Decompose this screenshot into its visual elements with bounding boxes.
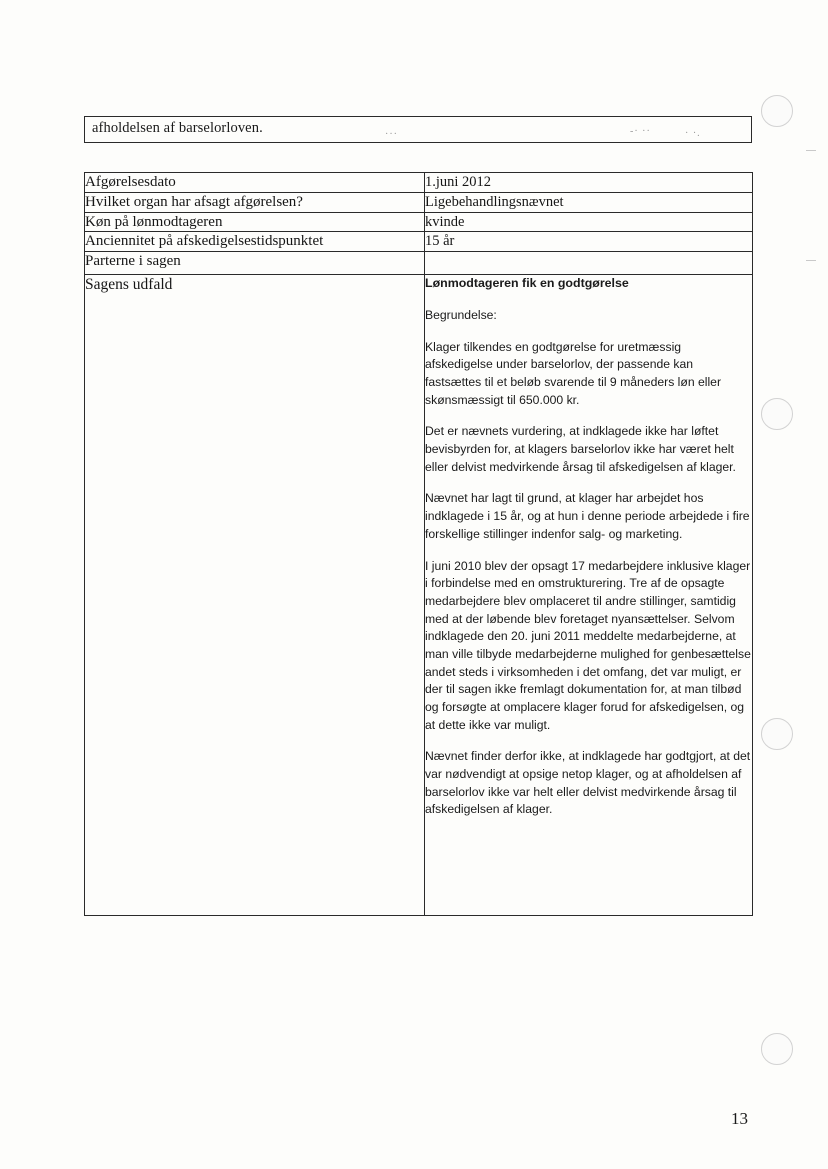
scan-artifact: -· ·· bbox=[630, 126, 651, 137]
row-value-parties bbox=[425, 252, 753, 275]
row-value-deciding-body: Ligebehandlingsnævnet bbox=[425, 192, 753, 212]
punch-hole-icon bbox=[761, 95, 793, 127]
continuation-box bbox=[84, 116, 752, 143]
punch-hole-icon bbox=[761, 398, 793, 430]
row-value-seniority: 15 år bbox=[425, 232, 753, 252]
outcome-paragraph: Nævnet har lagt til grund, at klager har arbejdet hos indklagede i 15 år, og at hun i denne periode arbejdede i fire forskellige stillinger indenfor salg- og marketing. bbox=[425, 491, 750, 541]
row-label-decision-date: Afgørelsesdato bbox=[85, 173, 425, 193]
scan-artifact: ··· bbox=[385, 129, 398, 140]
continuation-text: afholdelsen af barselorloven. bbox=[92, 120, 263, 136]
outcome-paragraph: Klager tilkendes en godtgørelse for uretmæssig afskedigelse under barselorlov, der passende kan fastsættes til et beløb svarende til 9 måneders løn eller skønsmæssigt til 650.000 kr. bbox=[425, 339, 722, 407]
outcome-subheading: Begrundelse: bbox=[425, 307, 497, 322]
outcome-paragraph: Nævnet finder derfor ikke, at indklagede har godtgjort, at det var nødvendigt at opsige netop klager, og at afholdelsen af barselorlov ikke var helt eller delvist medvirkende årsag til afskedigelsen af klager. bbox=[425, 749, 751, 817]
punch-hole-icon bbox=[761, 718, 793, 750]
row-label-parties: Parterne i sagen bbox=[85, 252, 425, 275]
row-value-outcome bbox=[425, 275, 753, 916]
table-row-outcome bbox=[85, 275, 753, 916]
scan-artifact: · ·. bbox=[685, 128, 701, 139]
table-row bbox=[85, 212, 753, 232]
outcome-heading: Lønmodtageren fik en godtgørelse bbox=[425, 276, 629, 290]
outcome-paragraph: Det er nævnets vurdering, at indklagede ikke har løftet bevisbyrden for, at klagers barselorlov ikke har været helt eller delvist medvirkende årsag til afskedigelsen af klager. bbox=[425, 424, 736, 474]
row-label-gender: Køn på lønmodtageren bbox=[85, 212, 425, 232]
table-row bbox=[85, 173, 753, 193]
margin-tick-mark bbox=[806, 150, 816, 151]
margin-tick-mark bbox=[806, 260, 816, 261]
row-label-deciding-body: Hvilket organ har afsagt afgørelsen? bbox=[85, 192, 425, 212]
row-label-seniority: Anciennitet på afskedigelsestidspunktet bbox=[85, 232, 425, 252]
punch-hole-icon bbox=[761, 1033, 793, 1065]
row-label-outcome: Sagens udfald bbox=[85, 275, 425, 916]
page-number: 13 bbox=[731, 1109, 748, 1128]
outcome-paragraph: I juni 2010 blev der opsagt 17 medarbejdere inklusive klager i forbindelse med en omstrukturering. Tre af de opsagte medarbejdere blev omplaceret til andre stillinger, samtidig med at der løbende blev foretaget nyansættelser. Selvom indklagede den 20. juni 2011 meddelte medarbejderne, at man ville tilbyde medarbejderne mulighed for genbesættelse andet steds i virksomheden i det omfang, det var muligt, er der til sagen ikke fremlagt dokumentation for, at man tilbød og forsøgte at omplacere klager forud for afskedigelsen, og at dette ikke var muligt. bbox=[425, 558, 751, 732]
row-value-decision-date: 1.juni 2012 bbox=[425, 173, 753, 193]
table-row bbox=[85, 232, 753, 252]
table-row bbox=[85, 252, 753, 275]
case-details-table bbox=[84, 172, 753, 916]
row-value-gender: kvinde bbox=[425, 212, 753, 232]
table-row bbox=[85, 192, 753, 212]
